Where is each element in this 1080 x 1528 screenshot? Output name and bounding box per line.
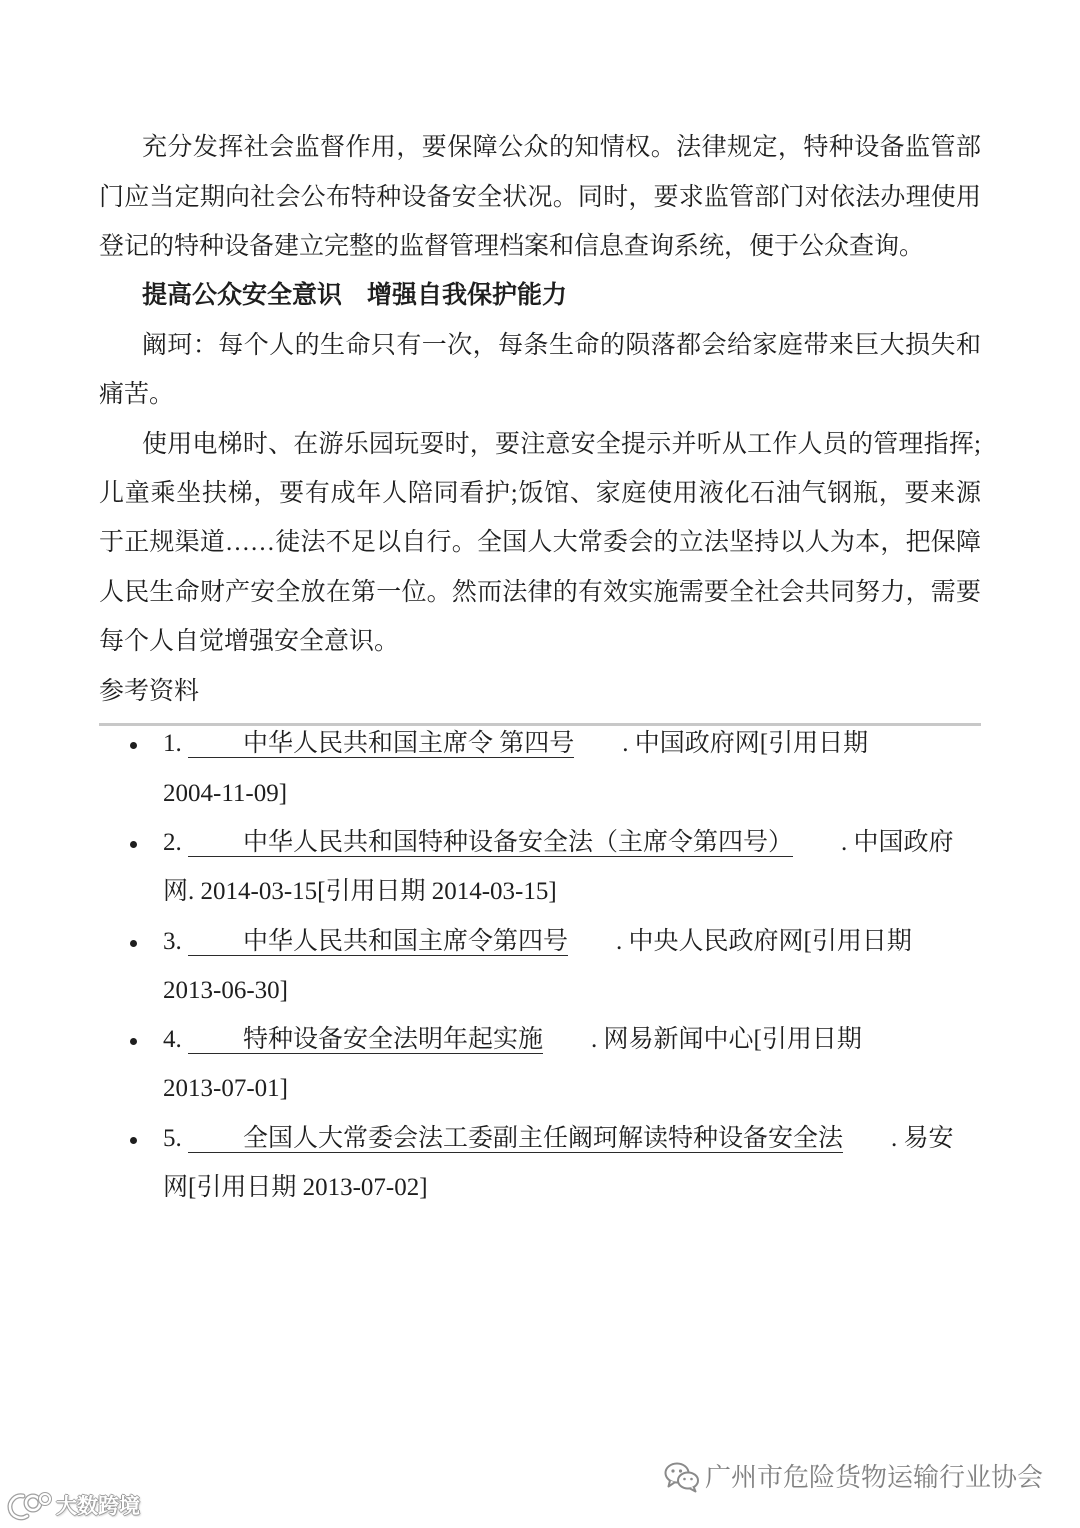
paragraph-line: 儿童乘坐扶梯，要有成年人陪同看护;饭馆、家庭使用液化石油气钢瓶，要来源 (99, 480, 981, 508)
reference-source-continued: 2004-11-09] (163, 779, 288, 807)
intro-paragraph (99, 123, 981, 271)
reference-number: 2. (163, 828, 182, 856)
reference-item (99, 719, 981, 818)
reference-number: 5. (163, 1124, 182, 1152)
account-watermark-text: 广州市危险货物运输行业协会 (705, 1462, 1044, 1492)
section-heading: 提高公众安全意识 增强自我保护能力 (142, 282, 568, 310)
paragraph-line: 人民生命财产安全放在第一位。然而法律的有效实施需要全社会共同努力，需要 (99, 578, 981, 606)
bullet-icon (130, 742, 137, 749)
reference-source: . 网易新闻中心[引用日期 (591, 1026, 862, 1054)
reference-item (99, 917, 981, 1016)
reference-item (99, 818, 981, 917)
reference-source: . 易安 (891, 1124, 954, 1152)
paragraph-line: 每个人自觉增强安全意识。 (99, 628, 400, 656)
reference-item (99, 1015, 981, 1114)
reference-line (163, 1114, 981, 1163)
paragraph-line: 充分发挥社会监督作用，要保障公众的知情权。法律规定，特种设备监管部 (142, 134, 981, 162)
bullet-icon (130, 940, 137, 947)
reference-number: 3. (163, 927, 182, 955)
reference-line (163, 818, 981, 867)
reference-link[interactable]: 中华人民共和国主席令 第四号 (188, 730, 574, 758)
paragraph-line: 于正规渠道……徒法不足以自行。全国人大常委会的立法坚持以人为本，把保障 (99, 529, 981, 557)
paragraph-line: 阚珂：每个人的生命只有一次，每条生命的陨落都会给家庭带来巨大损失和 (142, 331, 981, 359)
reference-line (163, 1015, 981, 1064)
reference-source-continued: 2013-06-30] (163, 976, 288, 1004)
reference-source-continued: 网. 2014-03-15[引用日期 2014-03-15] (163, 878, 557, 906)
reference-link[interactable]: 中华人民共和国特种设备安全法（主席令第四号） (188, 829, 793, 857)
bullet-icon (130, 1038, 137, 1045)
paragraph-line: 门应当定期向社会公布特种设备安全状况。同时，要求监管部门对依法办理使用 (99, 183, 981, 211)
reference-source: . 中国政府 (841, 828, 954, 856)
paragraph-line: 使用电梯时、在游乐园玩耍时，要注意安全提示并听从工作人员的管理指挥; (142, 430, 981, 458)
wechat-icon (664, 1461, 700, 1493)
reference-line (163, 719, 981, 768)
paragraph-line: 登记的特种设备建立完整的监督管理档案和信息查询系统，便于公众查询。 (99, 233, 925, 261)
reference-link[interactable]: 中华人民共和国主席令第四号 (188, 928, 568, 956)
reference-source: . 中国政府网[引用日期 (622, 730, 869, 758)
paragraph-line: 痛苦。 (99, 381, 175, 409)
account-watermark (664, 1458, 1043, 1496)
reference-line (163, 917, 981, 966)
site-watermark-text: 大数跨境 (56, 1495, 140, 1518)
quote-paragraph (99, 321, 981, 420)
site-logo-icon (3, 1489, 53, 1525)
reference-source-continued: 网[引用日期 2013-07-02] (163, 1174, 428, 1202)
article-body (99, 123, 981, 726)
references-title: 参考资料 (99, 677, 200, 705)
reference-link[interactable]: 全国人大常委会法工委副主任阚珂解读特种设备安全法 (188, 1125, 843, 1153)
references-list (99, 719, 981, 1212)
bullet-icon (130, 841, 137, 848)
reference-number: 4. (163, 1026, 182, 1054)
site-watermark (3, 1489, 140, 1525)
bullet-icon (130, 1137, 137, 1144)
reference-source: . 中央人民政府网[引用日期 (616, 927, 912, 955)
reference-number: 1. (163, 730, 182, 758)
reference-link[interactable]: 特种设备安全法明年起实施 (188, 1026, 543, 1054)
safety-paragraph (99, 420, 981, 667)
reference-source-continued: 2013-07-01] (163, 1075, 288, 1103)
reference-item (99, 1114, 981, 1213)
